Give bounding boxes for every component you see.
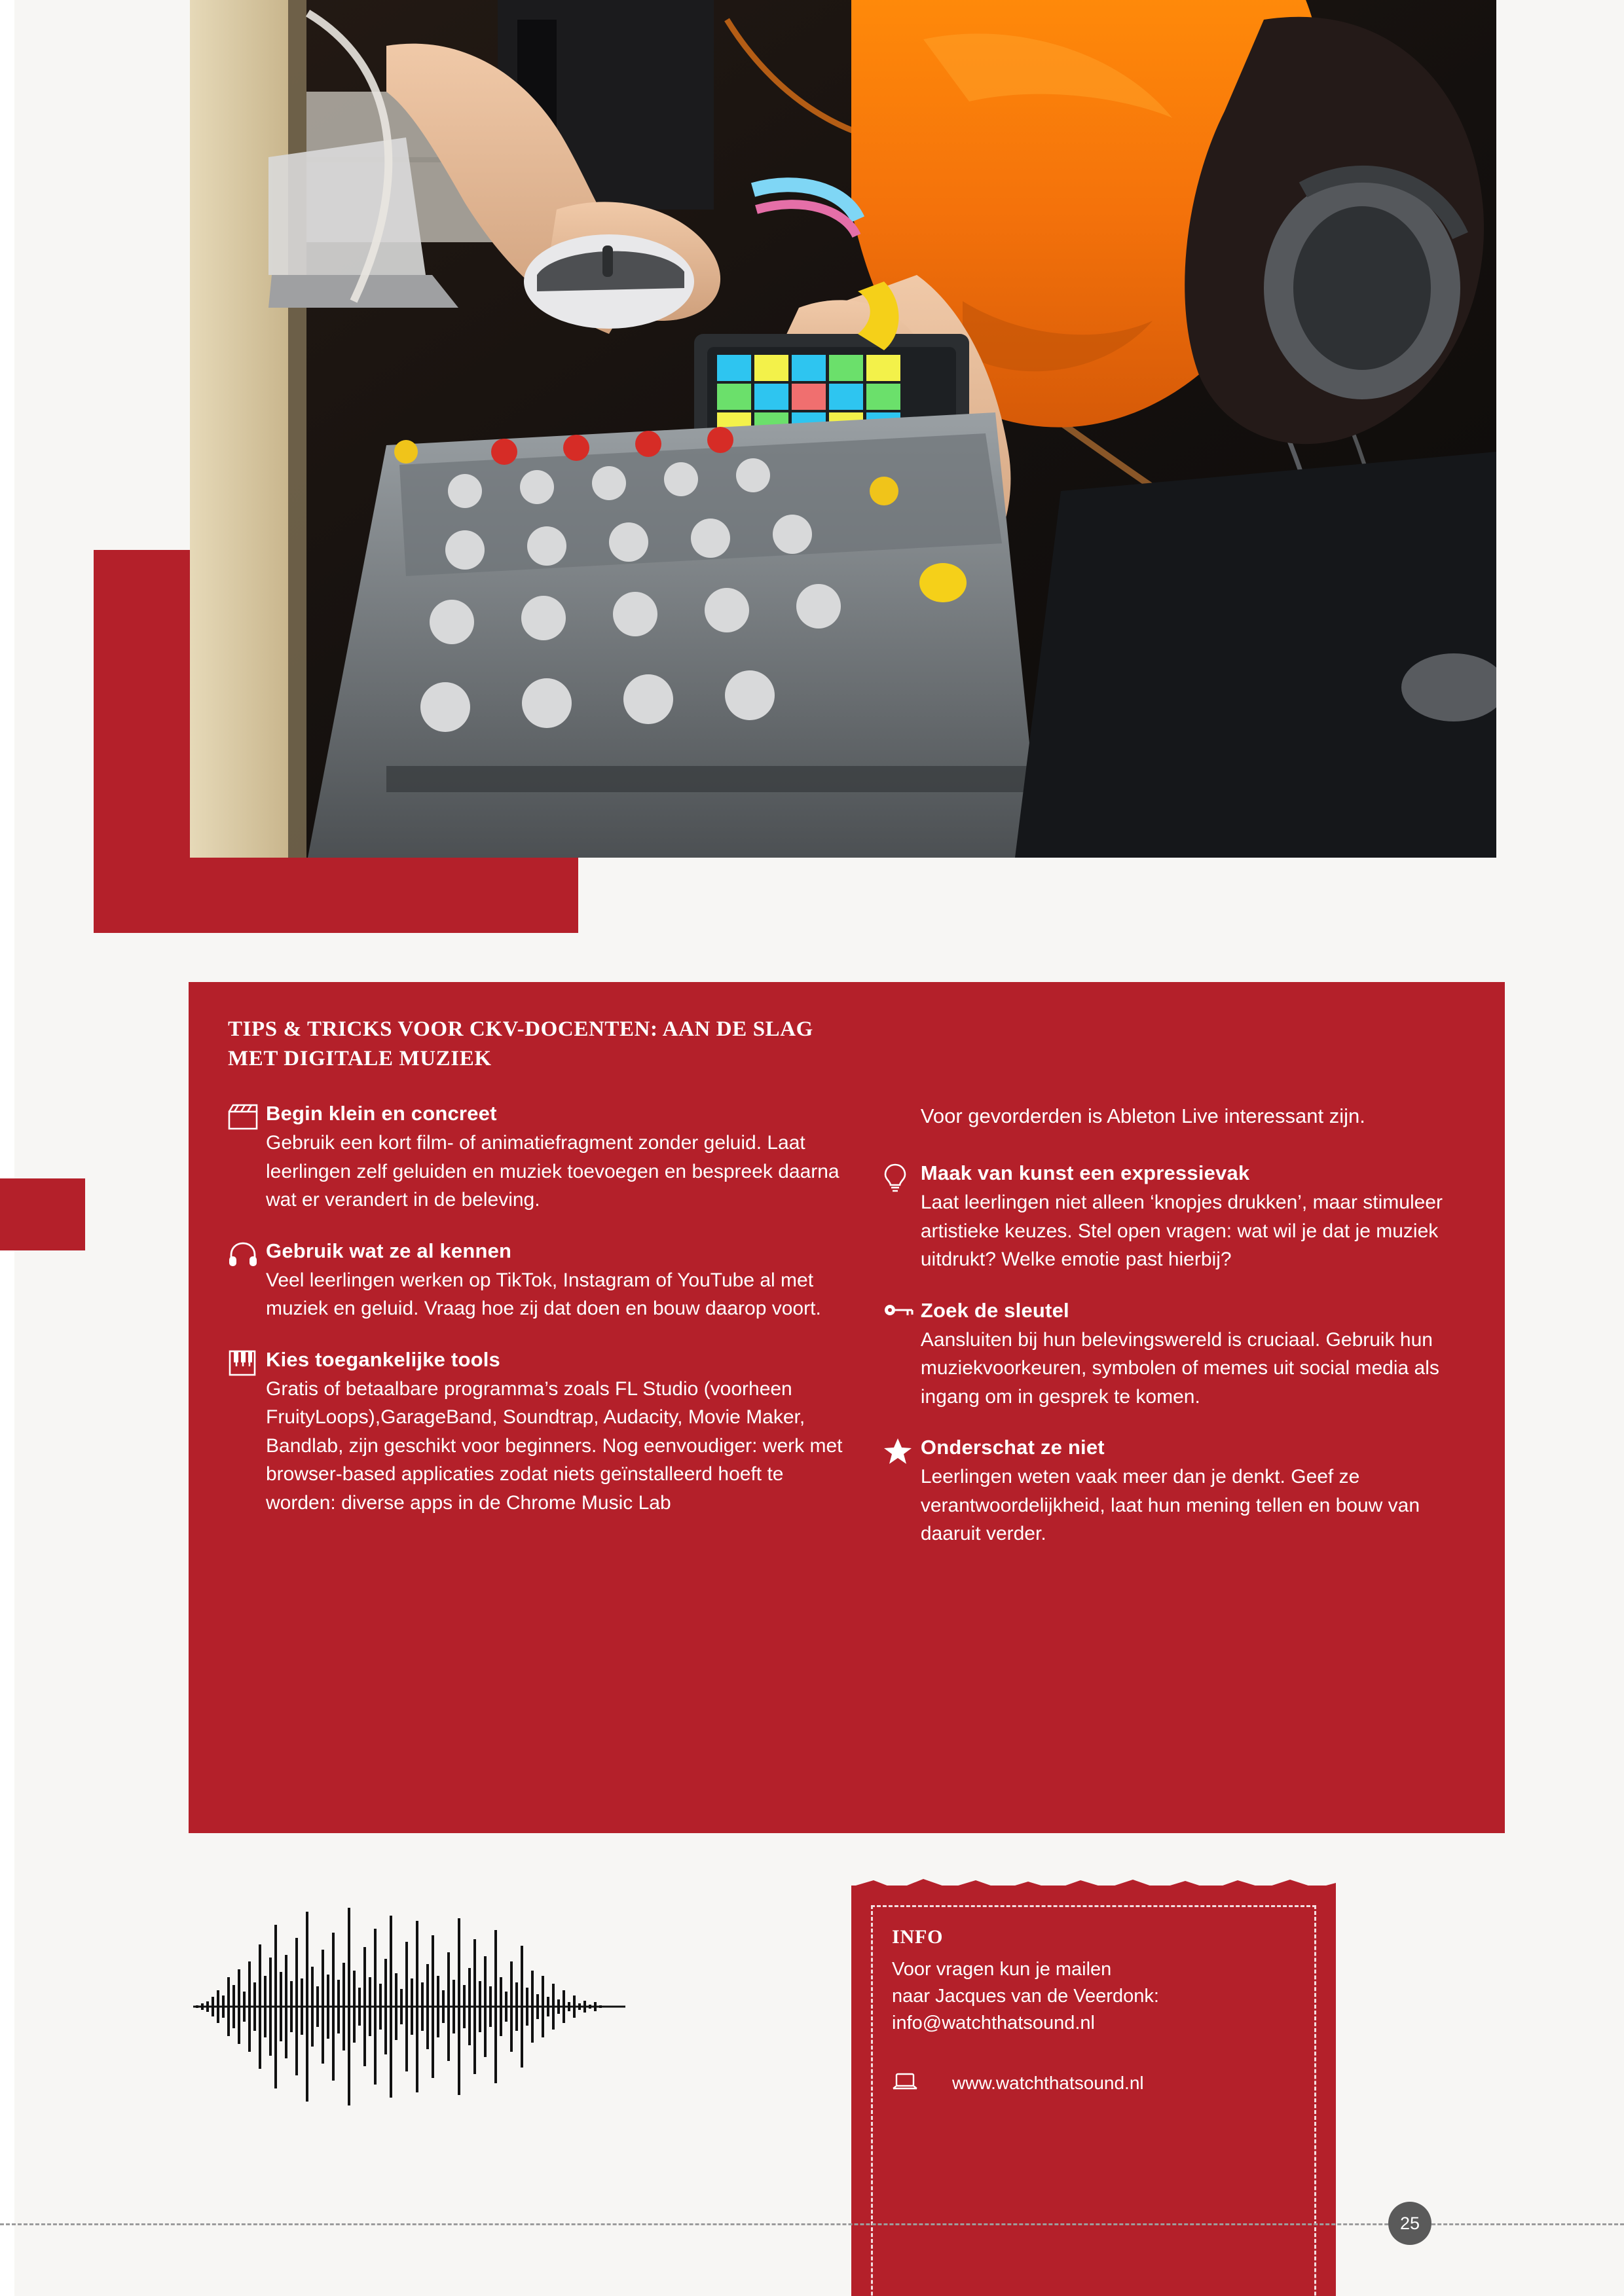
tip-heading: Maak van kunst een expressievak: [920, 1161, 1250, 1185]
tip-heading: Zoek de sleutel: [920, 1298, 1069, 1322]
clapperboard-icon: [228, 1102, 266, 1214]
tips-column-right: [853, 1102, 1479, 1573]
key-icon: [883, 1299, 921, 1412]
tip-item: [883, 1299, 1479, 1412]
panel-title: TIPS & TRICKS VOOR CKV-DOCENTEN: AAN DE SLAG MET DIGITALE MUZIEK: [228, 1017, 813, 1070]
torn-edge-decoration: [851, 1876, 1336, 1896]
tip-item: [228, 1239, 853, 1323]
advanced-note: Voor gevorderden is Ableton Live interessant zijn.: [920, 1104, 1365, 1128]
headphones-icon: [228, 1239, 266, 1323]
tip-item: [228, 1102, 853, 1214]
tip-text: Gratis of betaalbare programma’s zoals FL Studio (voorheen FruityLoops),GarageBand, Soundtrap, Audacity, Movie Maker, Bandlab, zijn geschikt voor beginners. Nog eenvoudiger: werk met browser-based applicaties zodat niets geïnstalleerd hoeft te worden: diverse apps in de Chrome Music Lab: [266, 1377, 843, 1514]
audio-waveform-graphic: [193, 1899, 625, 2115]
tip-item: [883, 1436, 1479, 1548]
tip-text: Laat leerlingen niet alleen ‘knopjes drukken’, maar stimuleer artistieke keuzes. Stel open vragen: wat wil je dat je muziek uitdrukt? Welke emotie past hierbij?: [920, 1192, 1443, 1271]
website-link[interactable]: www.watchthatsound.nl: [952, 2073, 1144, 2094]
tip-text: Aansluiten bij hun belevingswereld is cruciaal. Gebruik hun muziekvoorkeuren, symbolen of memes uit social media als ingang om in gesprek te komen.: [920, 1328, 1439, 1408]
photo-music-workshop: [190, 0, 1496, 858]
left-white-margin: [0, 0, 14, 2296]
tip-item: [883, 1161, 1479, 1274]
tips-column-left: [228, 1102, 853, 1573]
info-line-2: naar Jacques van de Veerdonk:: [892, 1986, 1159, 2007]
tip-heading: Kies toegankelijke tools: [266, 1347, 500, 1371]
tip-text: Veel leerlingen werken op TikTok, Instagram of YouTube al met muziek en geluid. Vraag hoe zij dat doen en bouw daarop voort.: [266, 1269, 821, 1320]
lightbulb-icon: [883, 1161, 921, 1274]
footer-dashed-rule: [0, 2223, 1624, 2225]
tip-text: Gebruik een kort film- of animatiefragment zonder geluid. Laat leerlingen zelf geluiden en muziek toevoegen en bespreek daarna wat er verandert in de beleving.: [266, 1132, 840, 1211]
tips-panel: [189, 982, 1505, 1833]
info-line-1: Voor vragen kun je mailen: [892, 1959, 1112, 1980]
tip-item: [228, 1348, 853, 1518]
photo-illustration: [190, 0, 1496, 858]
tip-text: Leerlingen weten vaak meer dan je denkt. Geef ze verantwoordelijkheid, laat hun mening tellen en bouw van daaruit verder.: [920, 1466, 1420, 1545]
info-email[interactable]: info@watchthatsound.nl: [892, 2013, 1095, 2034]
piano-icon: [228, 1348, 266, 1518]
red-accent-block-small: [0, 1178, 85, 1250]
info-title: INFO: [892, 1926, 944, 1948]
waveform-svg: [193, 1899, 625, 2115]
star-icon: [883, 1436, 921, 1548]
page-number-badge: 25: [1388, 2202, 1431, 2245]
tip-heading: Gebruik wat ze al kennen: [266, 1239, 512, 1262]
laptop-icon: [892, 2071, 918, 2096]
info-card: [851, 1886, 1336, 2296]
tip-heading: Begin klein en concreet: [266, 1102, 497, 1125]
tip-heading: Onderschat ze niet: [920, 1436, 1105, 1459]
